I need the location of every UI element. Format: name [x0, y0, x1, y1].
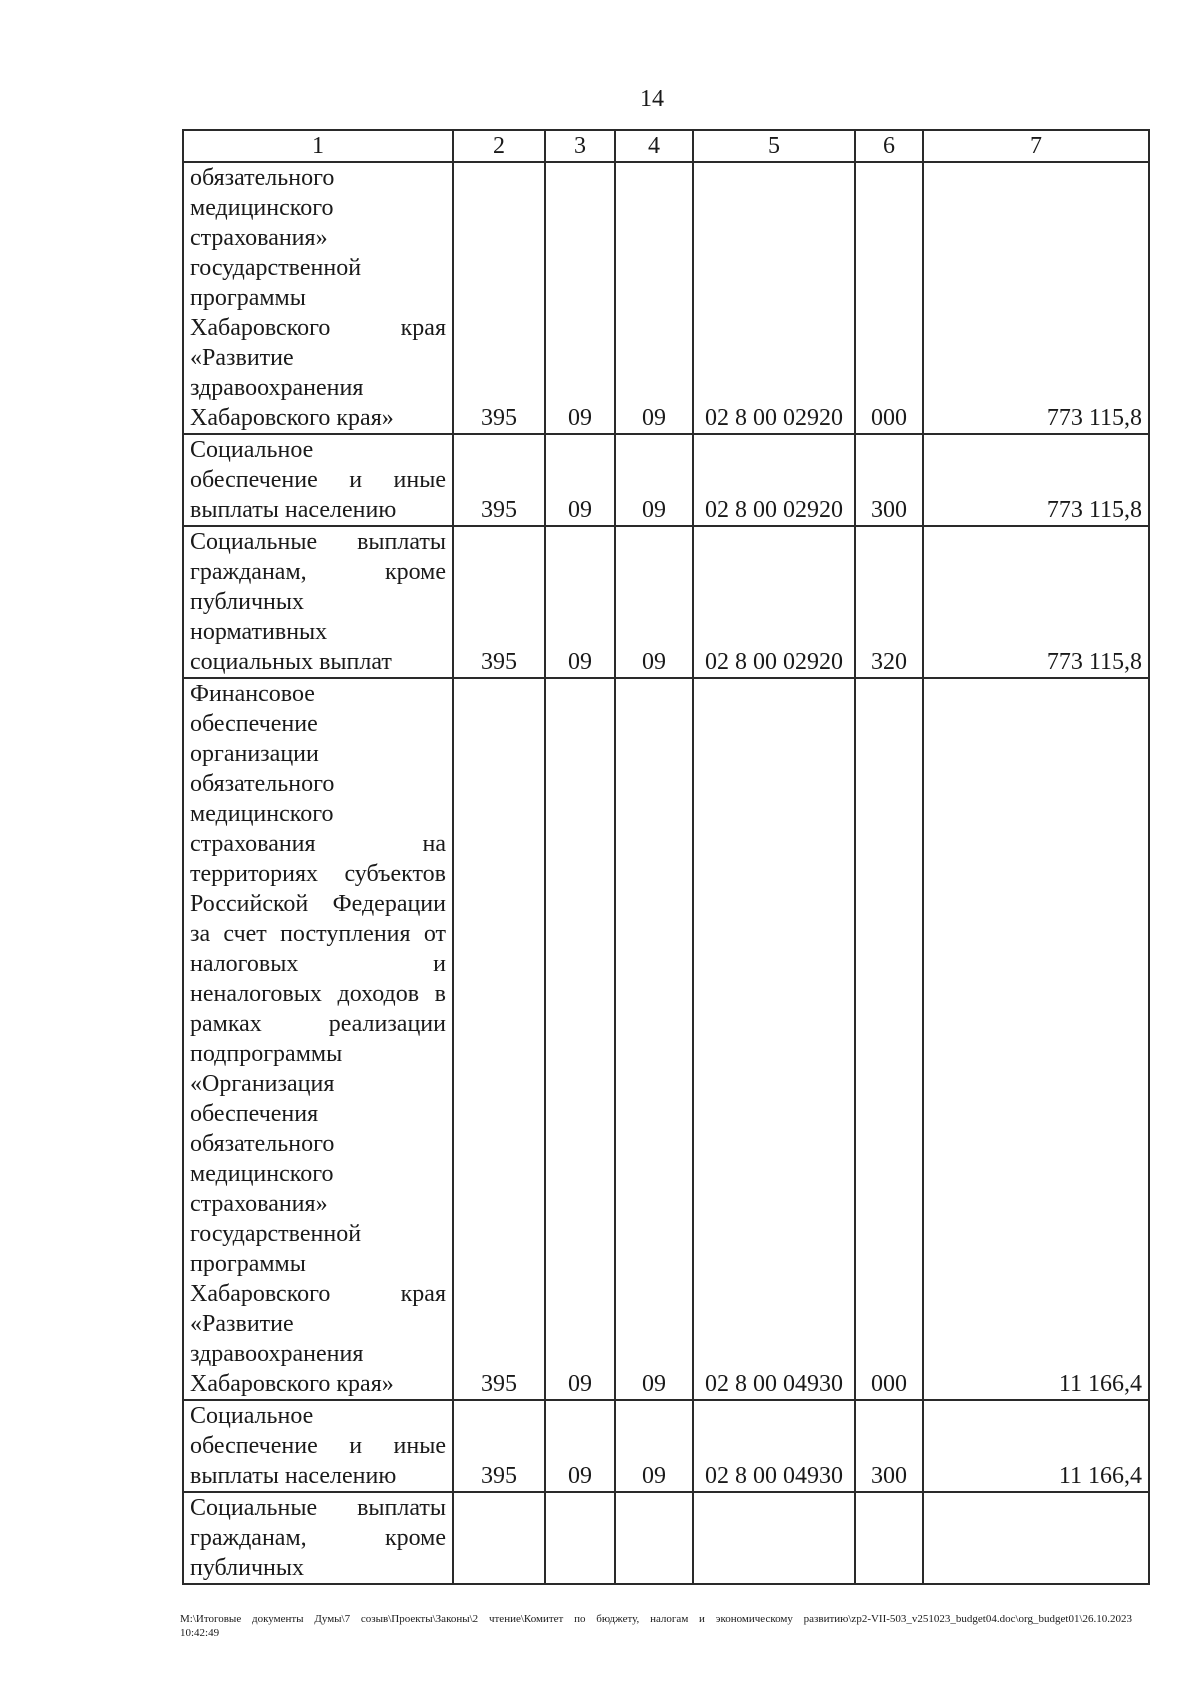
- section-code-cell: [545, 1492, 615, 1584]
- expense-type-cell: 000: [855, 162, 923, 434]
- header-cell-3: 3: [545, 130, 615, 162]
- subsection-code-cell: 09: [615, 434, 693, 526]
- header-cell-2: 2: [453, 130, 545, 162]
- table-row: [183, 1400, 1149, 1492]
- expense-type-cell: 300: [855, 1400, 923, 1492]
- subsection-code-cell: 09: [615, 162, 693, 434]
- ministry-code-cell: [453, 1492, 545, 1584]
- table-header-row: [183, 130, 1149, 162]
- target-article-cell: 02 8 00 02920: [693, 526, 855, 678]
- ministry-code-cell: 395: [453, 434, 545, 526]
- section-code-cell: 09: [545, 1400, 615, 1492]
- budget-table: [182, 129, 1150, 1585]
- ministry-code-cell: 395: [453, 1400, 545, 1492]
- target-article-cell: 02 8 00 02920: [693, 434, 855, 526]
- ministry-code-cell: 395: [453, 678, 545, 1400]
- expense-type-cell: 000: [855, 678, 923, 1400]
- file-path-footer: M:\Итоговые документы Думы\7 созыв\Проекты\Законы\2 чтение\Комитет по бюджету, налогам и экономическому развитию\zp2-VII-503_v251023_budget04.doc\org_budget01\26.10.2023 10:42:49: [180, 1613, 1132, 1639]
- page-number: 14: [640, 86, 664, 112]
- amount-cell: [923, 1492, 1149, 1584]
- section-code-cell: 09: [545, 678, 615, 1400]
- amount-cell: 773 115,8: [923, 526, 1149, 678]
- table-row: [183, 526, 1149, 678]
- row-name-cell: Социальные выплаты гражданам, кроме публичных: [183, 1492, 453, 1584]
- subsection-code-cell: [615, 1492, 693, 1584]
- row-name-cell: Финансовое обеспечение организации обязательного медицинского страхования на территориях субъектов Российской Федерации за счет поступления от налоговых и неналоговых доходов в рамках реализации подпрограммы «Организация обеспечения обязательного медицинского страхования» государственной программы Хабаровского края «Развитие здравоохранения Хабаровского края»: [183, 678, 453, 1400]
- ministry-code-cell: 395: [453, 526, 545, 678]
- subsection-code-cell: 09: [615, 678, 693, 1400]
- section-code-cell: 09: [545, 526, 615, 678]
- table-row: [183, 678, 1149, 1400]
- table-row: [183, 1492, 1149, 1584]
- amount-cell: 773 115,8: [923, 162, 1149, 434]
- header-cell-4: 4: [615, 130, 693, 162]
- table-row: [183, 162, 1149, 434]
- expense-type-cell: 320: [855, 526, 923, 678]
- amount-cell: 11 166,4: [923, 1400, 1149, 1492]
- expense-type-cell: [855, 1492, 923, 1584]
- header-cell-7: 7: [923, 130, 1149, 162]
- amount-cell: 11 166,4: [923, 678, 1149, 1400]
- target-article-cell: [693, 1492, 855, 1584]
- section-code-cell: 09: [545, 162, 615, 434]
- header-cell-5: 5: [693, 130, 855, 162]
- amount-cell: 773 115,8: [923, 434, 1149, 526]
- expense-type-cell: 300: [855, 434, 923, 526]
- target-article-cell: 02 8 00 02920: [693, 162, 855, 434]
- target-article-cell: 02 8 00 04930: [693, 1400, 855, 1492]
- ministry-code-cell: 395: [453, 162, 545, 434]
- target-article-cell: 02 8 00 04930: [693, 678, 855, 1400]
- table-row: [183, 434, 1149, 526]
- section-code-cell: 09: [545, 434, 615, 526]
- header-cell-6: 6: [855, 130, 923, 162]
- header-cell-1: 1: [183, 130, 453, 162]
- row-name-cell: обязательного медицинского страхования» государственной программы Хабаровского края «Развитие здравоохранения Хабаровского края»: [183, 162, 453, 434]
- row-name-cell: Социальные выплаты гражданам, кроме публичных нормативных социальных выплат: [183, 526, 453, 678]
- row-name-cell: Социальное обеспечение и иные выплаты населению: [183, 1400, 453, 1492]
- subsection-code-cell: 09: [615, 1400, 693, 1492]
- row-name-cell: Социальное обеспечение и иные выплаты населению: [183, 434, 453, 526]
- subsection-code-cell: 09: [615, 526, 693, 678]
